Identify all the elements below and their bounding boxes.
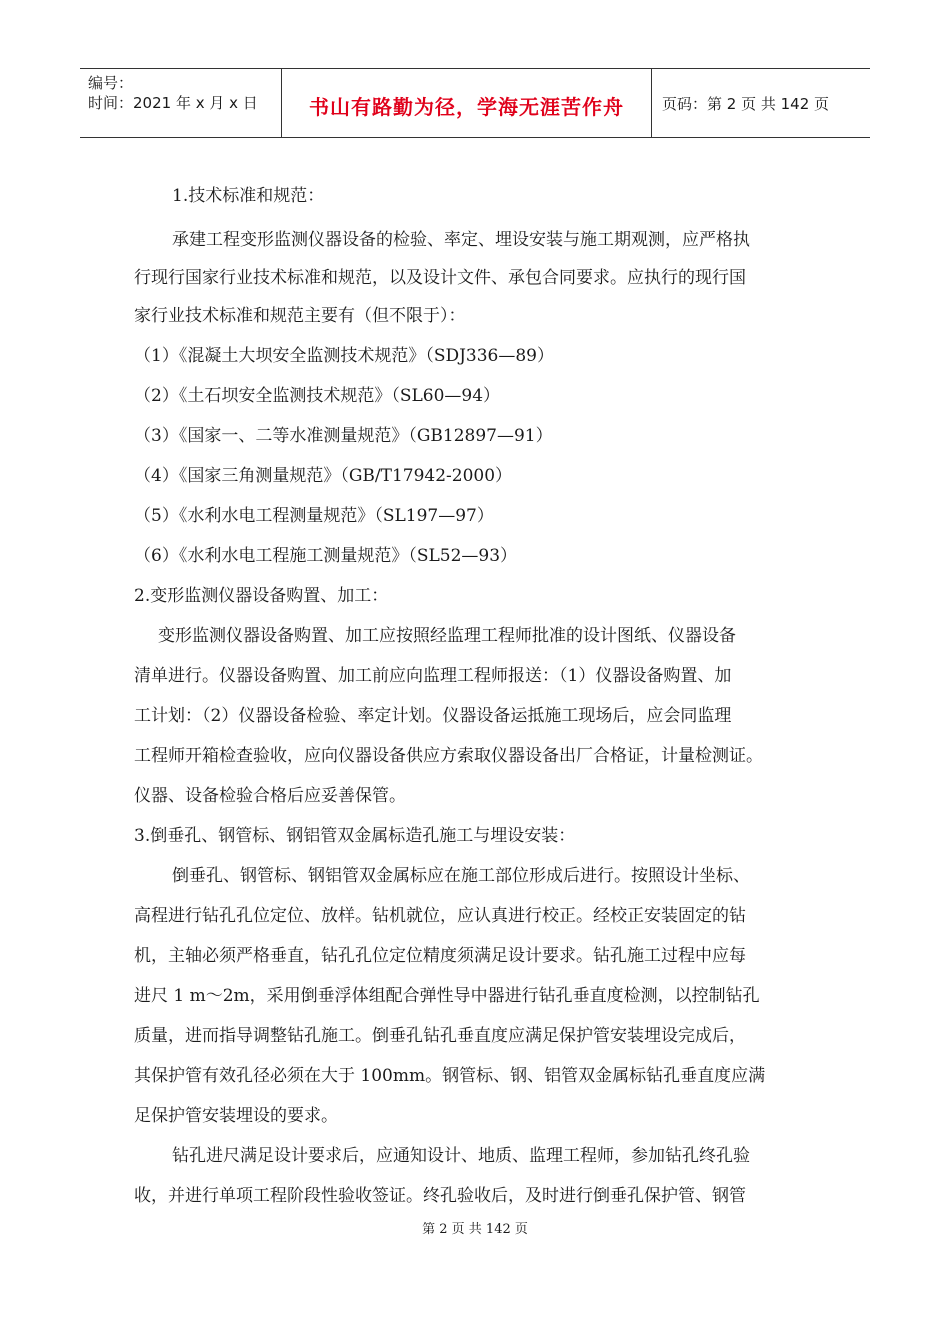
paragraph-line: 家行业技术标准和规范主要有（但不限于）： [134, 306, 466, 326]
list-item: （2）《土石坝安全监测技术规范》（SL60—94） [134, 386, 501, 406]
list-item: （4）《国家三角测量规范》（GB/T17942-2000） [134, 466, 513, 486]
header-motto-cell [282, 69, 652, 137]
list-item: （1）《混凝土大坝安全监测技术规范》（SDJ336—89） [134, 346, 554, 366]
list-item: （5）《水利水电工程测量规范》（SL197—97） [134, 506, 494, 526]
list-item: （3）《国家一、二等水准测量规范》（GB12897—91） [134, 426, 553, 446]
list-item: （6）《水利水电工程施工测量规范》（SL52—93） [134, 546, 518, 566]
number-label: 编号： [88, 74, 134, 92]
paragraph-line: 质量，进而指导调整钻孔施工。倒垂孔钻孔垂直度应满足保护管安装埋设完成后， [134, 1026, 746, 1046]
section-heading: 1.技术标准和规范： [172, 186, 325, 206]
paragraph-line: 机，主轴必须严格垂直，钻孔孔位定位精度须满足设计要求。钻孔施工过程中应每 [134, 946, 746, 966]
paragraph-line: 清单进行。仪器设备购置、加工前应向监理工程师报送：（1）仪器设备购置、加 [134, 666, 732, 686]
motto: 书山有路勤为径，学海无涯苦作舟 [309, 95, 624, 119]
paragraph-line: 进尺 1 m～2m，采用倒垂浮体组配合弹性导中器进行钻孔垂直度检测，以控制钻孔 [134, 986, 760, 1006]
paragraph-line: 高程进行钻孔孔位定位、放样。钻机就位，应认真进行校正。经校正安装固定的钻 [134, 906, 746, 926]
paragraph-line: 变形监测仪器设备购置、加工应按照经监理工程师批准的设计图纸、仪器设备 [158, 626, 736, 646]
time-label: 时间：2021 年 x 月 x 日 [88, 94, 258, 112]
page-indicator: 页码：第 2 页 共 142 页 [662, 95, 830, 113]
paragraph-line: 倒垂孔、钢管标、钢铝管双金属标应在施工部位形成后进行。按照设计坐标、 [172, 866, 750, 886]
section-heading: 3.倒垂孔、钢管标、钢铝管双金属标造孔施工与埋设安装： [134, 826, 576, 846]
page-footer: 第 2 页 共 142 页 [422, 1222, 528, 1237]
section-heading: 2.变形监测仪器设备购置、加工： [134, 586, 389, 606]
paragraph-line: 仪器、设备检验合格后应妥善保管。 [134, 786, 406, 806]
paragraph-line: 工计划：（2）仪器设备检验、率定计划。仪器设备运抵施工现场后，应会同监理 [134, 706, 732, 726]
paragraph-line: 承建工程变形监测仪器设备的检验、率定、埋设安装与施工期观测，应严格执 [172, 230, 750, 250]
paragraph-line: 行现行国家行业技术标准和规范，以及设计文件、承包合同要求。应执行的现行国 [134, 268, 746, 288]
paragraph-line: 钻孔进尺满足设计要求后，应通知设计、地质、监理工程师，参加钻孔终孔验 [172, 1146, 750, 1166]
page-header [80, 68, 870, 138]
paragraph-line: 其保护管有效孔径必须在大于 100mm。钢管标、钢、铝管双金属标钻孔垂直度应满 [134, 1066, 766, 1086]
paragraph-line: 工程师开箱检查验收，应向仪器设备供应方索取仪器设备出厂合格证，计量检测证。 [134, 746, 763, 766]
header-page-cell [652, 69, 870, 137]
paragraph-line: 收，并进行单项工程阶段性验收签证。终孔验收后，及时进行倒垂孔保护管、钢管 [134, 1186, 746, 1206]
header-meta [80, 69, 282, 137]
paragraph-line: 足保护管安装埋设的要求。 [134, 1106, 338, 1126]
